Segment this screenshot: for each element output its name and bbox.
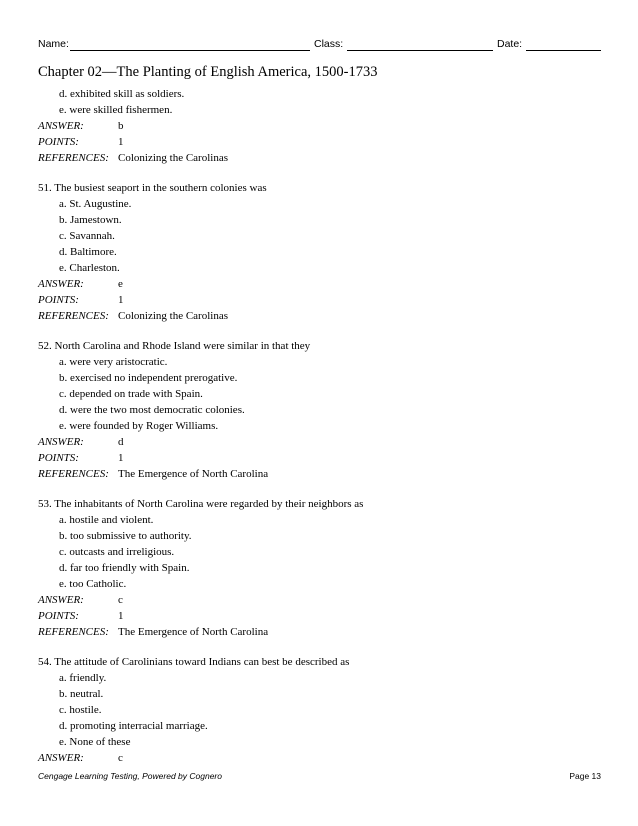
points-row <box>38 292 601 308</box>
answer-value: b <box>118 120 124 132</box>
answer-row <box>38 118 601 134</box>
answer-option: d. Baltimore. <box>59 246 117 258</box>
answer-label: ANSWER: <box>38 436 84 448</box>
answer-value: d <box>118 436 124 448</box>
answer-option: b. Jamestown. <box>59 214 122 226</box>
question-stem: 53. The inhabitants of North Carolina were regarded by their neighbors as <box>38 498 364 510</box>
points-row <box>38 134 601 150</box>
points-value: 1 <box>118 452 124 464</box>
answer-option: d. were the two most democratic colonies. <box>59 404 245 416</box>
date-label: Date: <box>497 38 523 50</box>
answer-option: c. depended on trade with Spain. <box>59 388 203 400</box>
references-row <box>38 624 601 640</box>
question-block-53 <box>38 496 601 640</box>
answer-option: e. Charleston. <box>59 262 120 274</box>
answer-option: e. too Catholic. <box>59 578 127 590</box>
references-label: REFERENCES: <box>38 152 109 164</box>
question-list <box>38 86 601 766</box>
answer-option: c. Savannah. <box>59 230 115 242</box>
references-label: REFERENCES: <box>38 468 109 480</box>
points-value: 1 <box>118 136 124 148</box>
answer-option: b. exercised no independent prerogative. <box>59 372 238 384</box>
answer-row <box>38 276 601 292</box>
name-label: Name: <box>38 38 69 50</box>
answer-option: b. neutral. <box>59 688 104 700</box>
points-value: 1 <box>118 610 124 622</box>
references-row <box>38 466 601 482</box>
footer-publisher: Cengage Learning Testing, Powered by Cognero <box>38 771 222 781</box>
references-value: The Emergence of North Carolina <box>118 468 269 480</box>
points-row <box>38 608 601 624</box>
points-value: 1 <box>118 294 124 306</box>
answer-option: e. None of these <box>59 736 131 748</box>
answer-option: c. outcasts and irreligious. <box>59 546 175 558</box>
answer-option: d. exhibited skill as soldiers. <box>59 88 185 100</box>
references-label: REFERENCES: <box>38 626 109 638</box>
answer-option: b. too submissive to authority. <box>59 530 192 542</box>
answer-option: e. were skilled fishermen. <box>59 104 173 116</box>
question-block-52 <box>38 338 601 482</box>
question-block-51 <box>38 180 601 324</box>
references-row <box>38 150 601 166</box>
answer-label: ANSWER: <box>38 278 84 290</box>
answer-label: ANSWER: <box>38 120 84 132</box>
chapter-title: Chapter 02—The Planting of English America, 1500-1733 <box>38 64 378 80</box>
answer-option: e. were founded by Roger Williams. <box>59 420 219 432</box>
student-info-header <box>38 38 601 52</box>
answer-value: c <box>118 594 123 606</box>
references-value: Colonizing the Carolinas <box>118 152 228 164</box>
references-value: Colonizing the Carolinas <box>118 310 228 322</box>
answer-option: a. St. Augustine. <box>59 198 132 210</box>
answer-option: d. far too friendly with Spain. <box>59 562 190 574</box>
answer-option: a. hostile and violent. <box>59 514 154 526</box>
question-block-continued <box>38 86 601 166</box>
points-label: POINTS: <box>38 610 79 622</box>
references-value: The Emergence of North Carolina <box>118 626 269 638</box>
answer-value: c <box>118 752 123 764</box>
references-label: REFERENCES: <box>38 310 109 322</box>
answer-option: a. were very aristocratic. <box>59 356 168 368</box>
page-number: Page 13 <box>569 771 601 781</box>
answer-option: d. promoting interracial marriage. <box>59 720 208 732</box>
question-stem: 52. North Carolina and Rhode Island were similar in that they <box>38 340 311 352</box>
answer-row <box>38 750 601 766</box>
points-label: POINTS: <box>38 136 79 148</box>
answer-row <box>38 434 601 450</box>
question-stem: 51. The busiest seaport in the southern colonies was <box>38 182 267 194</box>
answer-option: c. hostile. <box>59 704 102 716</box>
answer-option: a. friendly. <box>59 672 107 684</box>
question-stem: 54. The attitude of Carolinians toward Indians can best be described as <box>38 656 350 668</box>
name-blank <box>70 50 310 51</box>
date-blank <box>526 50 601 51</box>
class-label: Class: <box>314 38 344 50</box>
question-block-54 <box>38 654 601 766</box>
points-label: POINTS: <box>38 294 79 306</box>
references-row <box>38 308 601 324</box>
answer-label: ANSWER: <box>38 594 84 606</box>
class-blank <box>347 50 493 51</box>
points-label: POINTS: <box>38 452 79 464</box>
answer-row <box>38 592 601 608</box>
answer-label: ANSWER: <box>38 752 84 764</box>
answer-value: e <box>118 278 123 290</box>
points-row <box>38 450 601 466</box>
